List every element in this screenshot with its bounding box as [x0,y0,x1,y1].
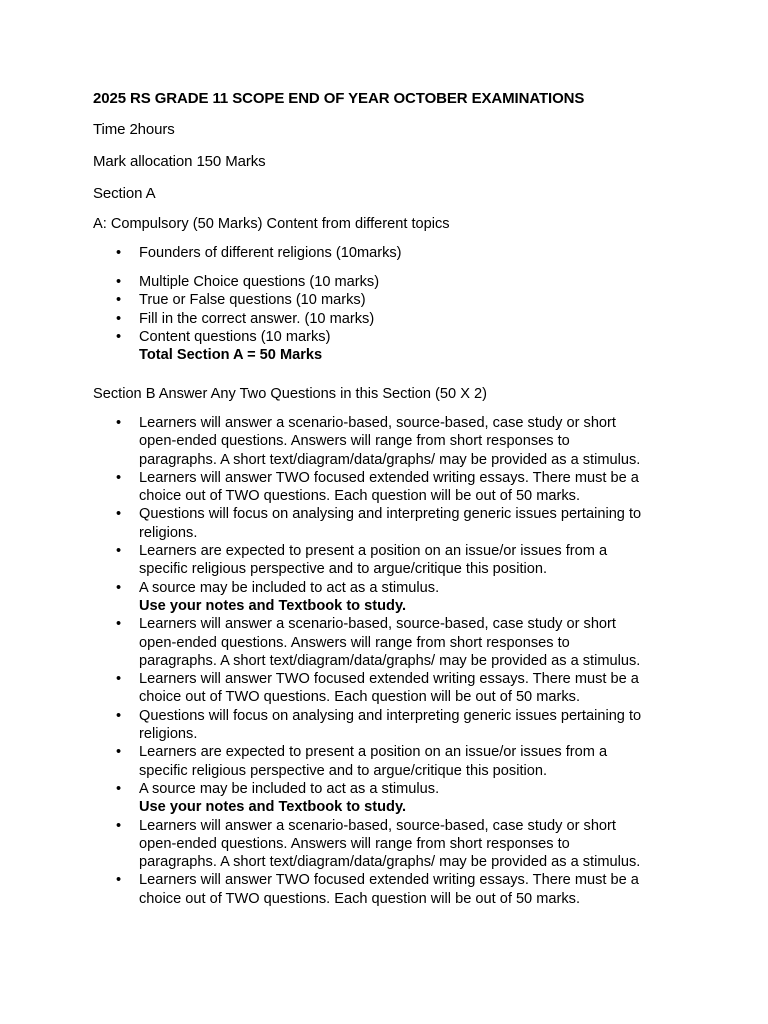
list-item: • Founders of different religions (10marks) [116,245,402,261]
document-title: 2025 RS GRADE 11 SCOPE END OF YEAR OCTOBER EXAMINATIONS [93,90,585,107]
bullet-icon: • [116,817,122,834]
section-a-list [0,273,379,364]
list-item: • Content questions (10 marks) Total Section A = 50 Marks [0,328,379,365]
bullet-icon: • [116,543,122,560]
list-item: • Questions will focus on analysing and interpreting generic issues pertaining to religions. [116,506,642,541]
list-item: • Learners will answer TWO focused extended writing essays. There must be a choice out of TWO questions. Each question will be out of 50 marks. [116,469,639,505]
bullet-icon: • [116,872,122,889]
list-item: • Multiple Choice questions (10 marks) [116,274,380,290]
bullet-icon: • [116,292,122,309]
bullet-icon: • [116,274,122,290]
bullet-icon: • [116,469,122,486]
bullet-icon: • [116,744,122,761]
section-a-intro: A: Compulsory (50 Marks) Content from different topics [93,216,450,232]
bullet-icon: • [116,671,122,688]
bullet-icon: • [116,245,122,261]
list-item: • Learners will answer TWO focused extended writing essays. There must be a choice out of TWO questions. Each question will be out of 50 marks. [116,671,639,706]
list-item: • Fill in the correct answer. (10 marks) [116,310,375,327]
bullet-icon: • [116,415,122,431]
study-note: Use your notes and Textbook to study. [139,597,407,614]
list-item: • Questions will focus on analysing and interpreting generic issues pertaining to religions. [116,707,642,743]
bullet-icon: • [116,328,122,345]
list-item: • Learners will answer a scenario-based, source-based, case study or short open-ended questions. Answers will range from short responses to paragraphs. A short text/diagram/data/graphs/ may be provided as a stimulus. [116,817,641,871]
bullet-icon: • [116,579,122,596]
mark-allocation: Mark allocation 150 Marks [93,153,266,170]
list-item: • True or False questions (10 marks) [116,292,366,309]
section-b-heading: Section B Answer Any Two Questions in this Section (50 X 2) [93,386,487,402]
list-item: • Learners are expected to present a position on an issue/or issues from a specific religious perspective and to argue/critique this position. [116,543,608,578]
list-item: • A source may be included to act as a stimulus. Use your notes and Textbook to study. [0,780,641,817]
study-note: Use your notes and Textbook to study. [139,799,407,816]
exam-time: Time 2hours [93,121,175,138]
section-b-list [0,414,641,908]
bullet-icon: • [116,707,122,724]
list-item: • Learners will answer TWO focused extended writing essays. There must be a choice out of TWO questions. Each question will be out of 50 marks. [116,872,639,907]
bullet-icon: • [116,780,122,797]
bullet-icon: • [116,310,122,327]
section-a-first-list [0,244,402,262]
list-item: • A source may be included to act as a stimulus. Use your notes and Textbook to study. [0,579,641,616]
list-item: • Learners are expected to present a position on an issue/or issues from a specific religious perspective and to argue/critique this position. [116,744,608,779]
section-a-heading: Section A [93,185,156,202]
bullet-icon: • [116,506,122,523]
list-item: • Learners will answer a scenario-based, source-based, case study or short open-ended questions. Answers will range from short responses to paragraphs. A short text/diagram/data/graphs/ may be provided as a stimulus. [116,415,641,468]
bullet-icon: • [116,616,122,633]
list-item: • Learners will answer a scenario-based, source-based, case study or short open-ended questions. Answers will range from short responses to paragraphs. A short text/diagram/data/graphs/ may be provided as a stimulus. [116,616,641,669]
section-a-total: Total Section A = 50 Marks [139,347,323,364]
